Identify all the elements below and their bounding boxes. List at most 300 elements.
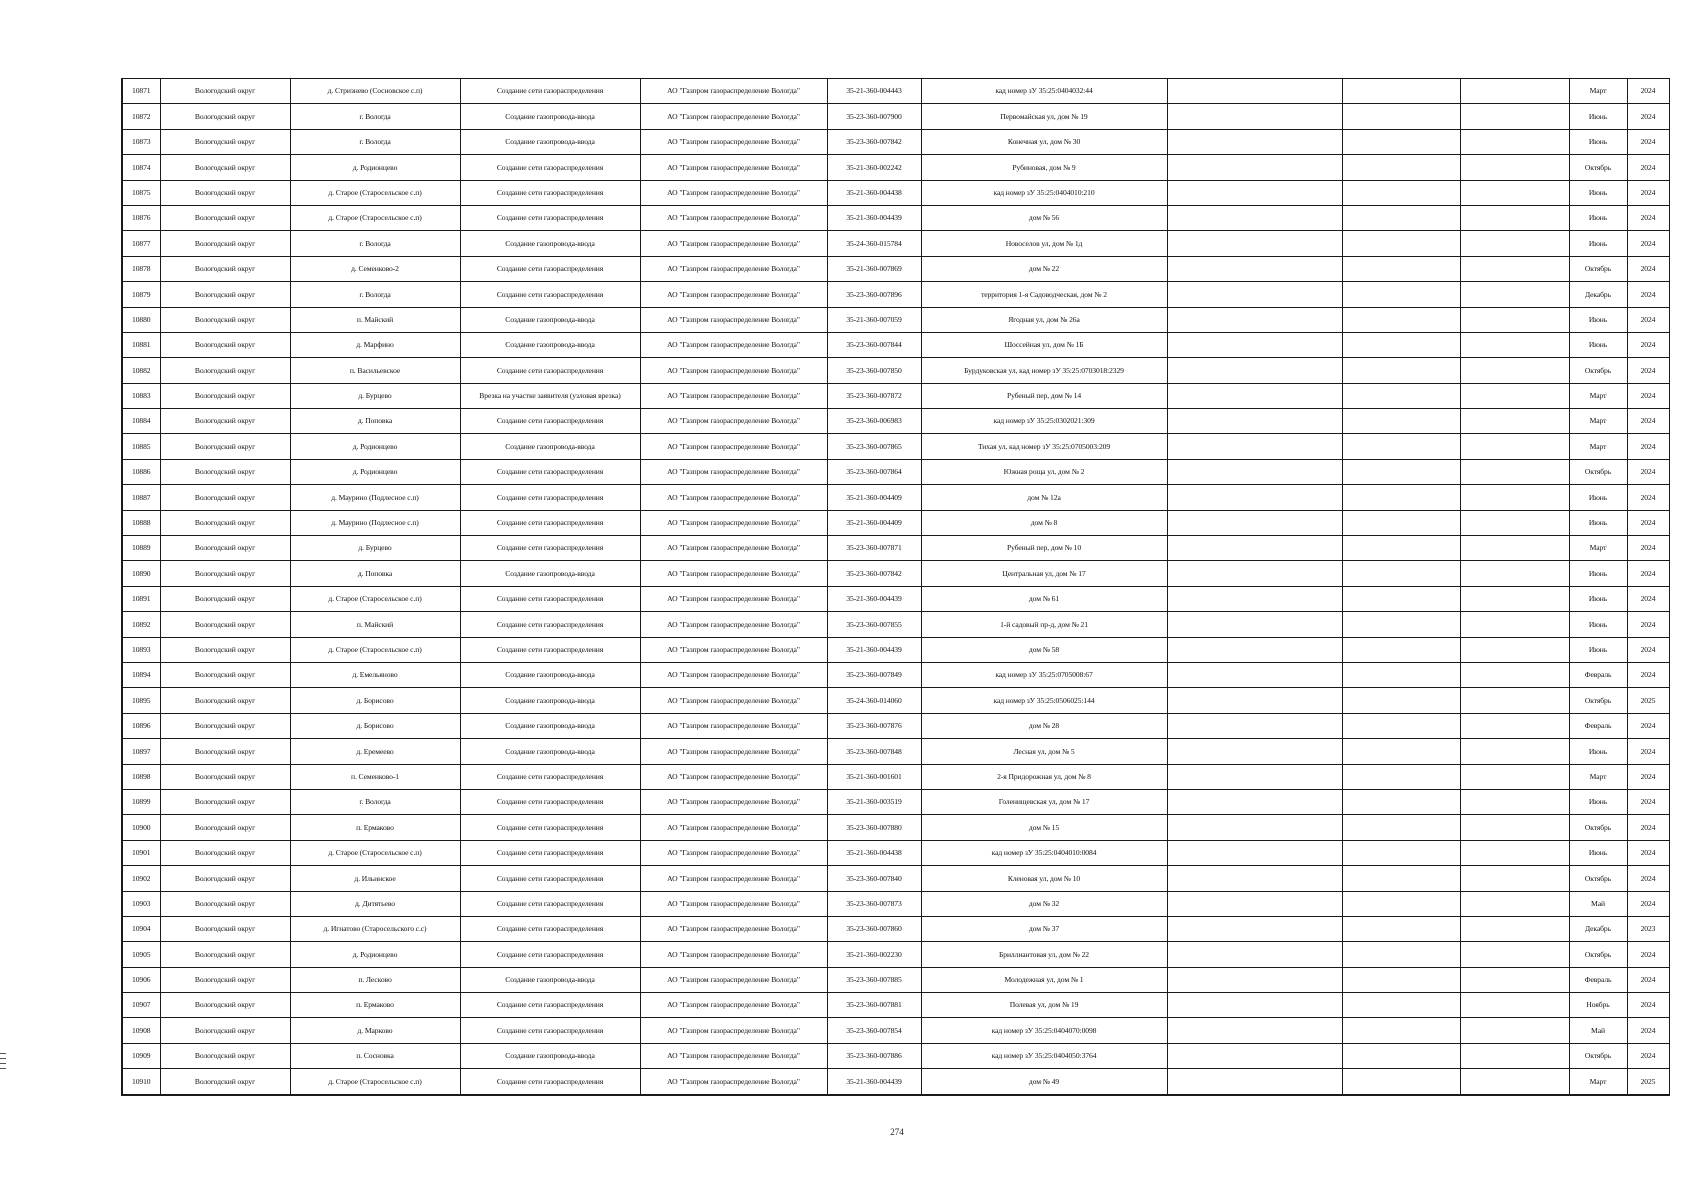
cell-settlement: д. Еремеево [290, 739, 460, 764]
cell-settlement: д. Семенково-2 [290, 256, 460, 281]
cell-work-type: Создание газопровода-ввода [460, 129, 640, 154]
cell-empty [1460, 688, 1569, 713]
cell-work-type: Создание газопровода-ввода [460, 662, 640, 687]
cell-empty [1167, 866, 1342, 891]
cell-empty [1342, 840, 1460, 865]
cell-work-type: Создание сети газораспределения [460, 993, 640, 1018]
cell-address: дом № 12а [921, 485, 1167, 510]
cell-request-code: 35-21-360-004409 [827, 510, 921, 535]
cell-address: дом № 8 [921, 510, 1167, 535]
table-row [122, 104, 1669, 129]
cell-settlement: д. Стризнево (Сосновское с.п) [290, 79, 460, 104]
cell-work-type: Создание газопровода-ввода [460, 967, 640, 992]
cell-empty [1167, 967, 1342, 992]
cell-empty [1342, 967, 1460, 992]
cell-settlement: г. Вологда [290, 789, 460, 814]
cell-organization: АО "Газпром газораспределение Вологда" [640, 739, 827, 764]
table-row [122, 942, 1669, 967]
cell-empty [1167, 129, 1342, 154]
cell-empty [1342, 815, 1460, 840]
cell-district: Вологодский округ [160, 789, 290, 814]
cell-settlement: д. Емельяново [290, 662, 460, 687]
cell-request-code: 35-21-360-002242 [827, 155, 921, 180]
cell-row-number: 10876 [122, 205, 160, 230]
cell-empty [1167, 180, 1342, 205]
cell-work-type: Создание сети газораспределения [460, 409, 640, 434]
table-row [122, 1018, 1669, 1043]
table-row [122, 282, 1669, 307]
cell-year: 2024 [1627, 993, 1669, 1018]
cell-empty [1460, 662, 1569, 687]
cell-row-number: 10872 [122, 104, 160, 129]
table-row [122, 256, 1669, 281]
cell-organization: АО "Газпром газораспределение Вологда" [640, 866, 827, 891]
cell-row-number: 10891 [122, 586, 160, 611]
cell-organization: АО "Газпром газораспределение Вологда" [640, 586, 827, 611]
cell-month: Март [1569, 79, 1627, 104]
cell-month: Октябрь [1569, 688, 1627, 713]
table-row [122, 789, 1669, 814]
cell-settlement: д. Родионцево [290, 155, 460, 180]
cell-empty [1342, 1043, 1460, 1068]
cell-address: территория 1-я Садоводческая, дом № 2 [921, 282, 1167, 307]
cell-empty [1460, 434, 1569, 459]
cell-row-number: 10882 [122, 358, 160, 383]
cell-empty [1460, 282, 1569, 307]
cell-month: Март [1569, 536, 1627, 561]
cell-address: дом № 28 [921, 713, 1167, 738]
cell-address: Бурдуковская ул, кад номер зУ 35:25:0703018:2329 [921, 358, 1167, 383]
cell-year: 2024 [1627, 409, 1669, 434]
cell-empty [1460, 840, 1569, 865]
cell-settlement: п. Сосновка [290, 1043, 460, 1068]
cell-empty [1167, 764, 1342, 789]
cell-organization: АО "Газпром газораспределение Вологда" [640, 764, 827, 789]
cell-empty [1167, 612, 1342, 637]
cell-empty [1460, 1043, 1569, 1068]
cell-request-code: 35-23-360-007871 [827, 536, 921, 561]
cell-settlement: д. Поповка [290, 409, 460, 434]
cell-request-code: 35-21-360-004443 [827, 79, 921, 104]
cell-district: Вологодский округ [160, 993, 290, 1018]
cell-district: Вологодский округ [160, 129, 290, 154]
cell-request-code: 35-23-360-007886 [827, 1043, 921, 1068]
cell-settlement: д. Родионцево [290, 942, 460, 967]
cell-address: Лесная ул, дом № 5 [921, 739, 1167, 764]
cell-settlement: д. Старое (Старосельское с.п) [290, 840, 460, 865]
table-row [122, 459, 1669, 484]
cell-work-type: Создание сети газораспределения [460, 1018, 640, 1043]
cell-work-type: Создание газопровода-ввода [460, 332, 640, 357]
cell-empty [1342, 205, 1460, 230]
cell-request-code: 35-21-360-004439 [827, 637, 921, 662]
cell-request-code: 35-23-360-007854 [827, 1018, 921, 1043]
cell-year: 2024 [1627, 79, 1669, 104]
cell-district: Вологодский округ [160, 332, 290, 357]
cell-month: Июнь [1569, 485, 1627, 510]
cell-district: Вологодский округ [160, 637, 290, 662]
cell-district: Вологодский округ [160, 840, 290, 865]
cell-settlement: д. Марфино [290, 332, 460, 357]
cell-month: Май [1569, 1018, 1627, 1043]
cell-empty [1342, 180, 1460, 205]
cell-empty [1342, 358, 1460, 383]
cell-empty [1460, 789, 1569, 814]
cell-organization: АО "Газпром газораспределение Вологда" [640, 282, 827, 307]
cell-year: 2024 [1627, 307, 1669, 332]
table-row [122, 205, 1669, 230]
cell-month: Июнь [1569, 789, 1627, 814]
cell-empty [1342, 662, 1460, 687]
cell-empty [1460, 916, 1569, 941]
cell-empty [1167, 916, 1342, 941]
cell-organization: АО "Газпром газораспределение Вологда" [640, 434, 827, 459]
cell-settlement: д. Марково [290, 1018, 460, 1043]
cell-settlement: д. Старое (Старосельское с.п) [290, 180, 460, 205]
cell-empty [1342, 510, 1460, 535]
cell-address: Полевая ул, дом № 19 [921, 993, 1167, 1018]
cell-month: Июнь [1569, 637, 1627, 662]
cell-empty [1167, 688, 1342, 713]
cell-empty [1342, 993, 1460, 1018]
cell-request-code: 35-21-360-003519 [827, 789, 921, 814]
cell-settlement: д. Игнатово (Старосельского с.с) [290, 916, 460, 941]
cell-organization: АО "Газпром газораспределение Вологда" [640, 536, 827, 561]
table-row [122, 409, 1669, 434]
cell-year: 2024 [1627, 180, 1669, 205]
cell-district: Вологодский округ [160, 459, 290, 484]
cell-address: Рубеный пер, дом № 14 [921, 383, 1167, 408]
cell-district: Вологодский округ [160, 307, 290, 332]
cell-organization: АО "Газпром газораспределение Вологда" [640, 231, 827, 256]
cell-empty [1167, 713, 1342, 738]
cell-year: 2024 [1627, 942, 1669, 967]
cell-address: Шоссейная ул, дом № 1Б [921, 332, 1167, 357]
cell-year: 2024 [1627, 332, 1669, 357]
cell-organization: АО "Газпром газораспределение Вологда" [640, 662, 827, 687]
cell-row-number: 10895 [122, 688, 160, 713]
cell-work-type: Создание сети газораспределения [460, 358, 640, 383]
cell-organization: АО "Газпром газораспределение Вологда" [640, 510, 827, 535]
cell-empty [1342, 104, 1460, 129]
cell-empty [1167, 840, 1342, 865]
cell-district: Вологодский округ [160, 256, 290, 281]
cell-address: дом № 61 [921, 586, 1167, 611]
table-row [122, 688, 1669, 713]
cell-empty [1342, 561, 1460, 586]
cell-organization: АО "Газпром газораспределение Вологда" [640, 840, 827, 865]
cell-month: Июнь [1569, 332, 1627, 357]
cell-month: Март [1569, 434, 1627, 459]
cell-request-code: 35-23-360-007848 [827, 739, 921, 764]
cell-work-type: Создание сети газораспределения [460, 79, 640, 104]
cell-empty [1167, 536, 1342, 561]
cell-request-code: 35-23-360-007860 [827, 916, 921, 941]
cell-empty [1460, 205, 1569, 230]
cell-settlement: д. Борисово [290, 688, 460, 713]
cell-row-number: 10878 [122, 256, 160, 281]
cell-request-code: 35-21-360-004409 [827, 485, 921, 510]
cell-organization: АО "Газпром газораспределение Вологда" [640, 891, 827, 916]
cell-row-number: 10874 [122, 155, 160, 180]
cell-district: Вологодский округ [160, 104, 290, 129]
cell-request-code: 35-23-360-007885 [827, 967, 921, 992]
cell-row-number: 10886 [122, 459, 160, 484]
cell-request-code: 35-23-360-007849 [827, 662, 921, 687]
cell-empty [1342, 307, 1460, 332]
cell-work-type: Создание сети газораспределения [460, 459, 640, 484]
cell-settlement: п. Майский [290, 612, 460, 637]
cell-settlement: п. Семенково-1 [290, 764, 460, 789]
cell-empty [1342, 764, 1460, 789]
cell-work-type: Создание сети газораспределения [460, 510, 640, 535]
cell-address: дом № 22 [921, 256, 1167, 281]
cell-request-code: 35-21-360-001601 [827, 764, 921, 789]
gasification-register-table [121, 78, 1670, 1096]
cell-month: Октябрь [1569, 942, 1627, 967]
cell-empty [1460, 764, 1569, 789]
cell-row-number: 10884 [122, 409, 160, 434]
cell-settlement: д. Ильинское [290, 866, 460, 891]
cell-address: кад номер зУ 35:25:0404032:44 [921, 79, 1167, 104]
cell-request-code: 35-23-360-007880 [827, 815, 921, 840]
cell-settlement: п. Васильевское [290, 358, 460, 383]
cell-year: 2024 [1627, 586, 1669, 611]
cell-empty [1167, 307, 1342, 332]
cell-organization: АО "Газпром газораспределение Вологда" [640, 789, 827, 814]
cell-year: 2024 [1627, 815, 1669, 840]
table-row [122, 434, 1669, 459]
cell-month: Октябрь [1569, 459, 1627, 484]
cell-year: 2024 [1627, 967, 1669, 992]
cell-row-number: 10889 [122, 536, 160, 561]
cell-empty [1460, 129, 1569, 154]
cell-row-number: 10871 [122, 79, 160, 104]
cell-empty [1342, 866, 1460, 891]
cell-empty [1342, 485, 1460, 510]
cell-settlement: д. Маурино (Подлесное с.п) [290, 510, 460, 535]
cell-request-code: 35-21-360-004438 [827, 840, 921, 865]
cell-district: Вологодский округ [160, 1069, 290, 1095]
cell-empty [1460, 561, 1569, 586]
cell-empty [1342, 713, 1460, 738]
cell-work-type: Создание сети газораспределения [460, 1069, 640, 1095]
cell-row-number: 10879 [122, 282, 160, 307]
cell-request-code: 35-23-360-007865 [827, 434, 921, 459]
cell-settlement: д. Маурино (Подлесное с.п) [290, 485, 460, 510]
cell-empty [1167, 104, 1342, 129]
cell-address: Рубиновая, дом № 9 [921, 155, 1167, 180]
cell-organization: АО "Газпром газораспределение Вологда" [640, 459, 827, 484]
cell-year: 2024 [1627, 713, 1669, 738]
cell-organization: АО "Газпром газораспределение Вологда" [640, 612, 827, 637]
cell-settlement: г. Вологда [290, 282, 460, 307]
table-row [122, 383, 1669, 408]
cell-district: Вологодский округ [160, 713, 290, 738]
cell-empty [1460, 586, 1569, 611]
cell-year: 2024 [1627, 231, 1669, 256]
cell-year: 2024 [1627, 510, 1669, 535]
cell-district: Вологодский округ [160, 891, 290, 916]
cell-month: Декабрь [1569, 282, 1627, 307]
cell-district: Вологодский округ [160, 409, 290, 434]
cell-month: Март [1569, 409, 1627, 434]
cell-row-number: 10883 [122, 383, 160, 408]
cell-empty [1167, 434, 1342, 459]
cell-row-number: 10905 [122, 942, 160, 967]
cell-work-type: Создание сети газораспределения [460, 866, 640, 891]
cell-organization: АО "Газпром газораспределение Вологда" [640, 205, 827, 230]
cell-organization: АО "Газпром газораспределение Вологда" [640, 409, 827, 434]
cell-address: 2-я Придорожная ул, дом № 8 [921, 764, 1167, 789]
cell-year: 2024 [1627, 637, 1669, 662]
cell-row-number: 10881 [122, 332, 160, 357]
cell-empty [1167, 739, 1342, 764]
cell-work-type: Создание сети газораспределения [460, 205, 640, 230]
cell-row-number: 10898 [122, 764, 160, 789]
cell-work-type: Создание газопровода-ввода [460, 1043, 640, 1068]
cell-empty [1342, 459, 1460, 484]
cell-year: 2024 [1627, 358, 1669, 383]
cell-district: Вологодский округ [160, 739, 290, 764]
cell-year: 2023 [1627, 916, 1669, 941]
cell-year: 2024 [1627, 459, 1669, 484]
cell-month: Июнь [1569, 129, 1627, 154]
cell-work-type: Создание сети газораспределения [460, 180, 640, 205]
cell-month: Октябрь [1569, 155, 1627, 180]
cell-empty [1167, 256, 1342, 281]
cell-empty [1460, 993, 1569, 1018]
cell-settlement: д. Дитятьево [290, 891, 460, 916]
cell-month: Февраль [1569, 967, 1627, 992]
cell-year: 2024 [1627, 662, 1669, 687]
cell-work-type: Создание газопровода-ввода [460, 104, 640, 129]
table-row [122, 586, 1669, 611]
cell-district: Вологодский округ [160, 536, 290, 561]
cell-work-type: Создание сети газораспределения [460, 764, 640, 789]
table-row [122, 1069, 1669, 1095]
cell-request-code: 35-21-360-004439 [827, 586, 921, 611]
cell-request-code: 35-24-360-014060 [827, 688, 921, 713]
page-number: 274 [890, 1127, 904, 1137]
cell-address: кад номер зУ 35:25:0404010:0084 [921, 840, 1167, 865]
cell-work-type: Создание газопровода-ввода [460, 739, 640, 764]
cell-organization: АО "Газпром газораспределение Вологда" [640, 180, 827, 205]
cell-empty [1342, 282, 1460, 307]
cell-empty [1342, 409, 1460, 434]
cell-work-type: Создание сети газораспределения [460, 789, 640, 814]
cell-settlement: д. Родионцево [290, 434, 460, 459]
cell-request-code: 35-23-360-007842 [827, 561, 921, 586]
cell-month: Июнь [1569, 205, 1627, 230]
cell-month: Октябрь [1569, 866, 1627, 891]
cell-address: дом № 49 [921, 1069, 1167, 1095]
cell-address: Бриллиантовая ул, дом № 22 [921, 942, 1167, 967]
cell-month: Июнь [1569, 231, 1627, 256]
cell-empty [1460, 866, 1569, 891]
cell-row-number: 10908 [122, 1018, 160, 1043]
cell-address: Первомайская ул, дом № 19 [921, 104, 1167, 129]
cell-row-number: 10903 [122, 891, 160, 916]
cell-empty [1167, 662, 1342, 687]
cell-organization: АО "Газпром газораспределение Вологда" [640, 485, 827, 510]
cell-empty [1167, 409, 1342, 434]
cell-row-number: 10909 [122, 1043, 160, 1068]
cell-address: дом № 37 [921, 916, 1167, 941]
cell-organization: АО "Газпром газораспределение Вологда" [640, 383, 827, 408]
cell-work-type: Создание сети газораспределения [460, 586, 640, 611]
table-row [122, 1043, 1669, 1068]
cell-address: кад номер зУ 35:25:0404070:0098 [921, 1018, 1167, 1043]
cell-district: Вологодский округ [160, 231, 290, 256]
cell-empty [1342, 1018, 1460, 1043]
cell-empty [1460, 332, 1569, 357]
cell-empty [1167, 79, 1342, 104]
cell-empty [1167, 561, 1342, 586]
cell-empty [1342, 891, 1460, 916]
cell-organization: АО "Газпром газораспределение Вологда" [640, 332, 827, 357]
table-row [122, 840, 1669, 865]
cell-request-code: 35-23-360-007840 [827, 866, 921, 891]
cell-address: Новоселов ул, дом № 1д [921, 231, 1167, 256]
table-row [122, 612, 1669, 637]
table-row [122, 180, 1669, 205]
cell-year: 2024 [1627, 840, 1669, 865]
cell-organization: АО "Газпром газораспределение Вологда" [640, 688, 827, 713]
cell-year: 2024 [1627, 485, 1669, 510]
cell-district: Вологодский округ [160, 586, 290, 611]
cell-empty [1342, 586, 1460, 611]
cell-address: дом № 58 [921, 637, 1167, 662]
cell-row-number: 10887 [122, 485, 160, 510]
table-row [122, 866, 1669, 891]
cell-year: 2024 [1627, 891, 1669, 916]
cell-work-type: Создание сети газораспределения [460, 840, 640, 865]
cell-empty [1167, 815, 1342, 840]
cell-row-number: 10899 [122, 789, 160, 814]
table-row [122, 916, 1669, 941]
cell-empty [1342, 129, 1460, 154]
cell-year: 2024 [1627, 789, 1669, 814]
cell-empty [1460, 1018, 1569, 1043]
table-row [122, 332, 1669, 357]
cell-empty [1460, 510, 1569, 535]
cell-request-code: 35-23-360-007881 [827, 993, 921, 1018]
cell-work-type: Создание сети газораспределения [460, 942, 640, 967]
cell-month: Октябрь [1569, 358, 1627, 383]
cell-address: кад номер зУ 35:25:0404050:3764 [921, 1043, 1167, 1068]
cell-empty [1342, 536, 1460, 561]
table-body [122, 79, 1669, 1095]
cell-year: 2024 [1627, 104, 1669, 129]
scan-edge-mark [0, 1068, 6, 1069]
cell-empty [1460, 307, 1569, 332]
cell-address: кад номер зУ 35:25:0302021:309 [921, 409, 1167, 434]
cell-request-code: 35-23-360-006983 [827, 409, 921, 434]
cell-settlement: д. Борисово [290, 713, 460, 738]
table-row [122, 739, 1669, 764]
cell-settlement: д. Старое (Старосельское с.п) [290, 205, 460, 230]
cell-empty [1167, 205, 1342, 230]
cell-row-number: 10873 [122, 129, 160, 154]
cell-row-number: 10892 [122, 612, 160, 637]
cell-year: 2024 [1627, 205, 1669, 230]
cell-empty [1167, 1043, 1342, 1068]
cell-empty [1342, 637, 1460, 662]
cell-empty [1342, 942, 1460, 967]
scan-edge-mark [0, 1063, 6, 1064]
cell-row-number: 10896 [122, 713, 160, 738]
